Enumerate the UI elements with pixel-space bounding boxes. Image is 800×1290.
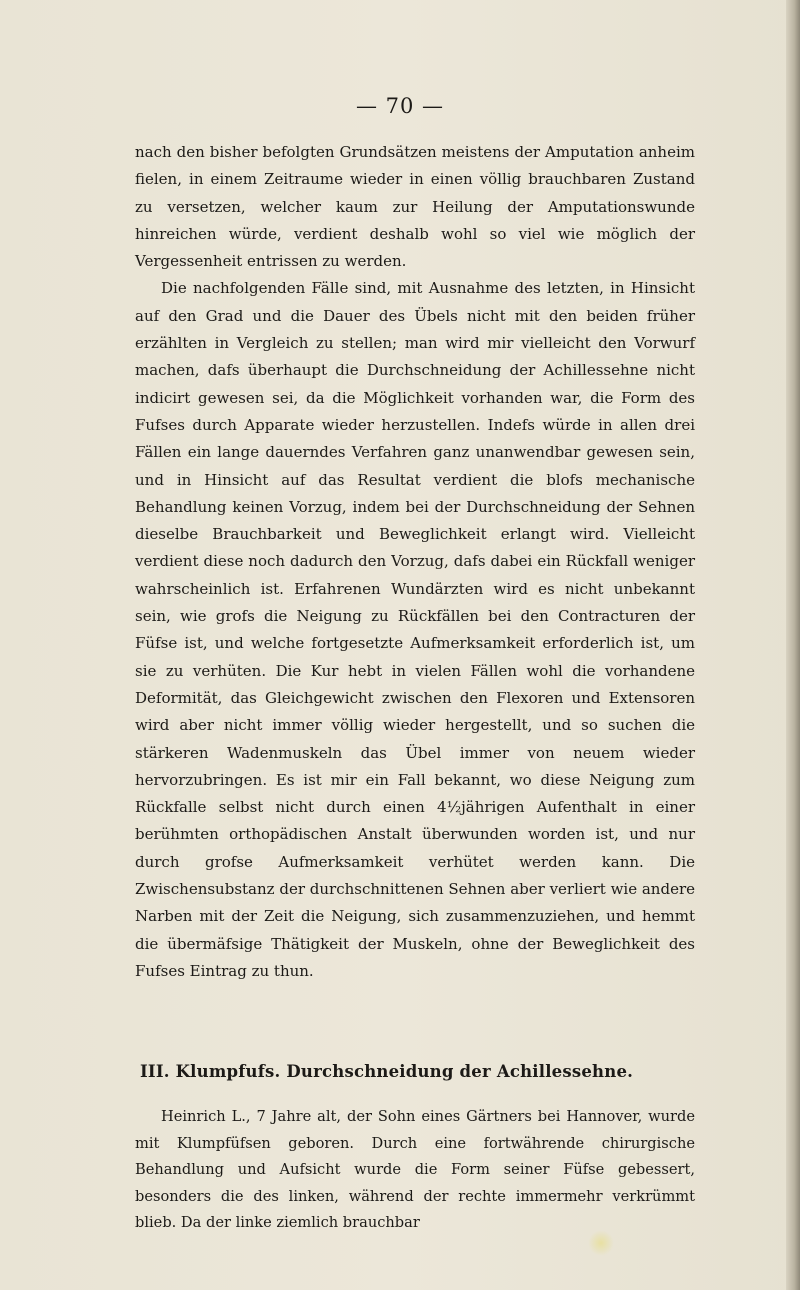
paragraph-cases: Die nachfolgenden Fälle sind, mit Ausnahme des letzten, in Hinsicht auf den Grad und die Dauer des Übels nicht mit den beiden früher erzählten in Vergleich zu stellen; man wird mir vielleicht den Vorwurf machen, dafs überhaupt die Durchschneidung der Achillessehne nicht indicirt gewesen sei, da die Möglichkeit vorhanden war, die Form des Fufses durch Apparate wieder herzustellen. Indefs würde in allen drei Fällen ein lange dauerndes Verfahren ganz unanwendbar gewesen sein, und in Hinsicht auf das Resultat verdient die blofs mechanische Behandlung keinen Vorzug, indem bei der Durchschneidung der Sehnen dieselbe Brauchbarkeit und Beweglichkeit erlangt wird. Vielleicht verdient diese noch dadurch den Vorzug, dafs dabei ein Rückfall weniger wahrscheinlich ist. Erfahrenen Wundärzten wird es nicht unbekannt sein, wie grofs die Neigung zu Rückfällen bei den Contracturen der Füfse ist, und welche fortgesetzte Aufmerksamkeit erforderlich ist, um sie zu verhüten. Die Kur hebt in vielen Fällen wohl die vorhandene Deformität, das Gleichgewicht zwischen den Flexoren und Extensoren wird aber nicht immer völlig wieder hergestellt, und so suchen die stärkeren Wadenmuskeln das Übel immer von neuem wieder hervorzubringen. Es ist mir ein Fall bekannt, wo diese Neigung zum Rückfalle selbst nicht durch einen 4½jährigen Aufenthalt in einer berühmten orthopädischen Anstalt überwunden worden ist, und nur durch grofse Aufmerksamkeit verhütet werden kann. Die Zwischensubstanz der durchschnittenen Sehnen aber verliert wie andere Narben mit der Zeit die Neigung, sich zusammenzuziehen, und hemmt die übermäfsige Thätigkeit der Muskeln, ohne der Beweglichkeit des Fufses Eintrag zu thun.: [135, 279, 695, 980]
case-paragraph: Heinrich L., 7 Jahre alt, der Sohn eines Gärtners bei Hannover, wurde mit Klumpfüfsen geboren. Durch eine fortwährende chirurgische Behandlung und Aufsicht wurde die Form seiner Füfse gebessert, besonders die des linken, während der rechte immermehr verkrümmt blieb. Da der linke ziemlich brauchbar: [135, 1108, 695, 1231]
case-text: [135, 1104, 695, 1237]
paper-stain: [588, 1230, 614, 1256]
main-text: [135, 139, 695, 985]
page-number: — 70 —: [355, 94, 445, 118]
page-binding-edge: [786, 0, 800, 1290]
paragraph-continuation: nach den bisher befolgten Grundsätzen meistens der Amputation anheim fielen, in einem Zeitraume wieder in einen völlig brauchbaren Zustand zu versetzen, welcher kaum zur Heilung der Amputationswunde hinreichen würde, verdient deshalb wohl so viel wie möglich der Vergessenheit entrissen zu werden.: [135, 143, 695, 271]
section-heading: III. Klumpfufs. Durchschneidung der Achillessehne.: [140, 1062, 634, 1081]
